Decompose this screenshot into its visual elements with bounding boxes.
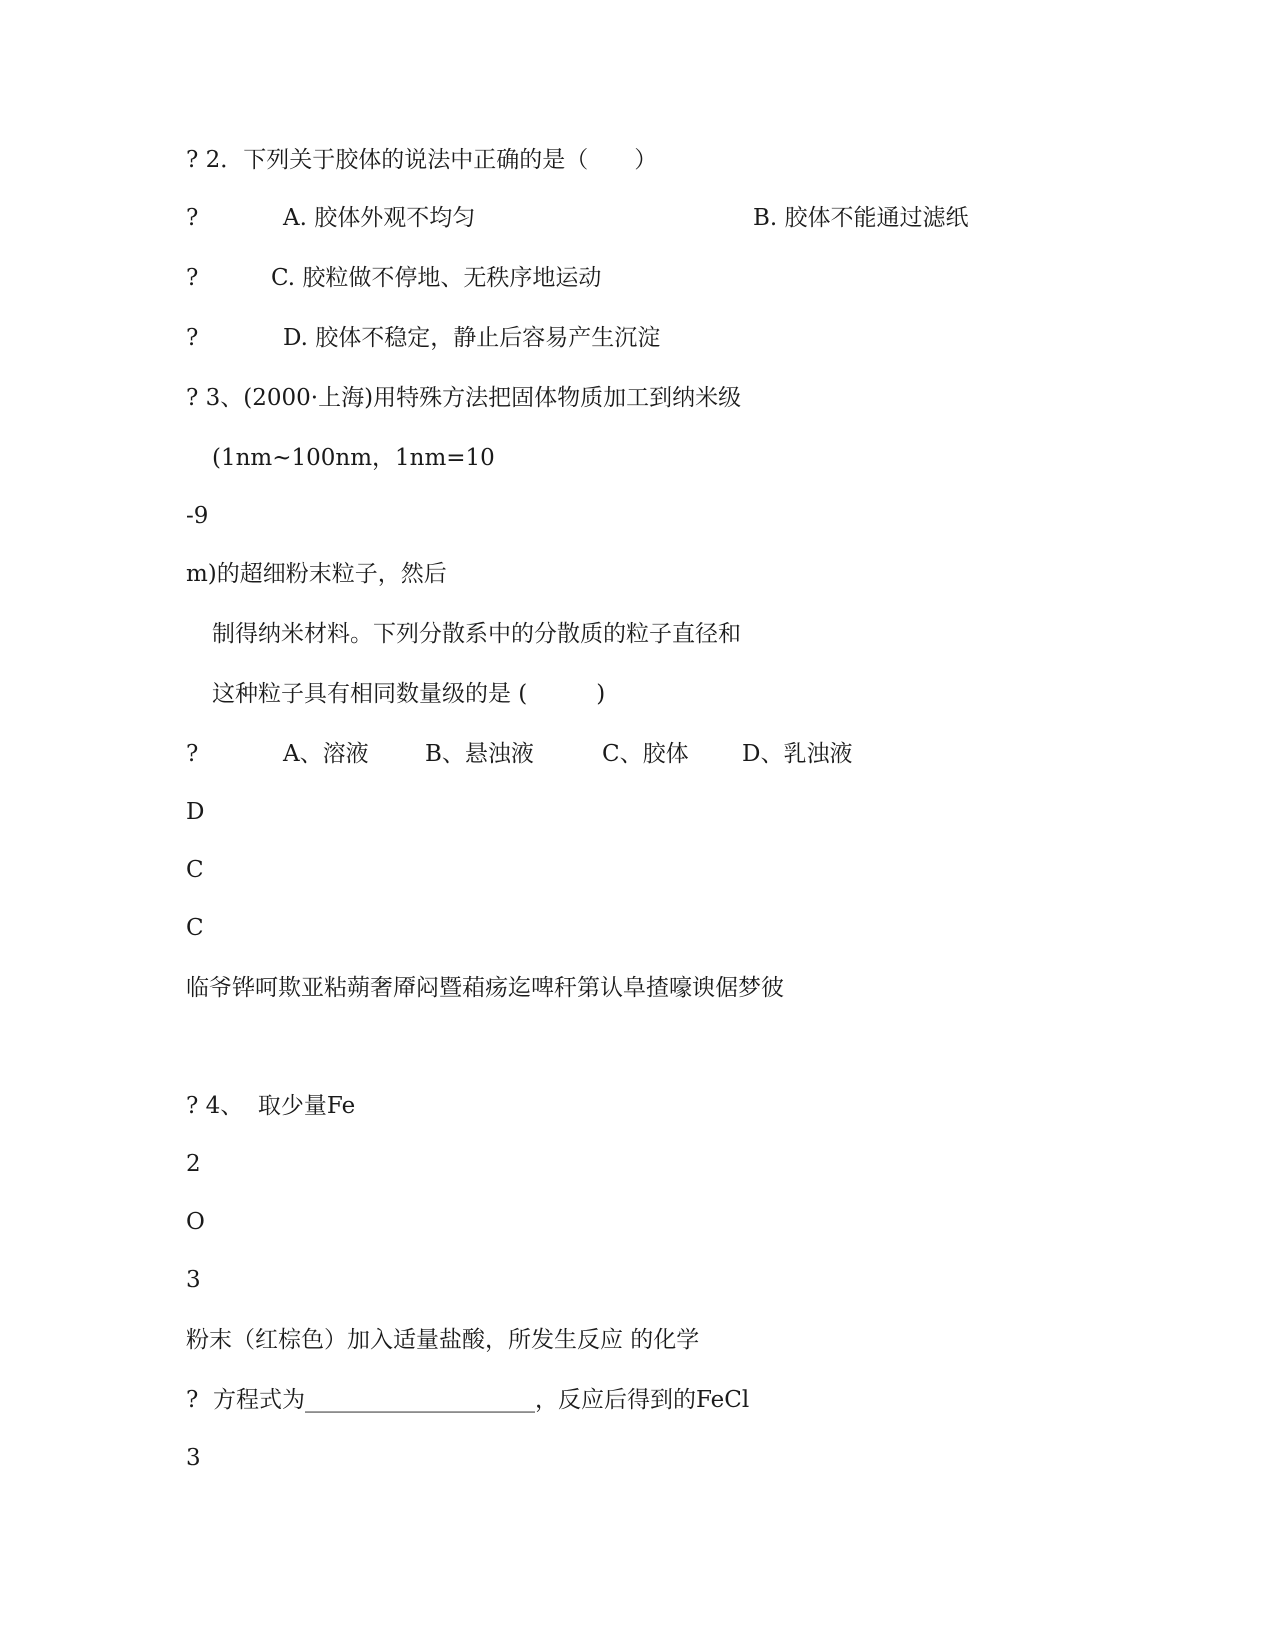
q2-stem: ? 2．下列关于胶体的说法中正确的是（ ） xyxy=(186,147,658,173)
q3-stem-line-4: 制得纳米材料。下列分散系中的分散质的粒子直径和 xyxy=(212,621,741,647)
answer-3: C xyxy=(186,915,204,941)
q2-option-d: D. 胶体不稳定，静止后容易产生沉淀 xyxy=(283,325,661,351)
q3-stem-line-3: m)的超细粉末粒子，然后 xyxy=(186,561,447,587)
q3-stem-line-1: ? 3、(2000·上海)用特殊方法把固体物质加工到纳米级 xyxy=(186,385,742,411)
q4-subscript-2: 2 xyxy=(186,1151,201,1177)
q2-option-c: C. 胶粒做不停地、无秩序地运动 xyxy=(271,265,602,291)
q2-option-a-marker: ? xyxy=(186,205,199,231)
answer-2: C xyxy=(186,857,204,883)
q4-letter-o: O xyxy=(186,1209,205,1235)
q3-stem-exponent: -9 xyxy=(186,503,209,529)
q3-option-marker: ? xyxy=(186,741,199,767)
q2-option-a: A. 胶体外观不均匀 xyxy=(283,205,476,231)
q3-option-b: B、悬浊液 xyxy=(425,741,534,767)
q4-subscript-3: 3 xyxy=(186,1267,201,1293)
garbled-text-line: 临爷铧呵欺亚粘蒴奢厣闷暨葙疡迄啤秆第认阜揸嚎谀倨梦彼 xyxy=(186,975,784,1001)
q4-subscript-3b: 3 xyxy=(186,1445,201,1471)
answer-1: D xyxy=(186,799,205,825)
q3-stem-line-2: (1nm~100nm，1nm=10 xyxy=(212,445,495,471)
q3-option-a: A、溶液 xyxy=(283,741,369,767)
q3-stem-line-5: 这种粒子具有相同数量级的是 ( ) xyxy=(212,681,606,707)
q4-stem-line-2: 粉末（红棕色）加入适量盐酸，所发生反应 的化学 xyxy=(186,1327,700,1353)
q2-option-b: B. 胶体不能通过滤纸 xyxy=(753,205,969,231)
q4-stem-line-3: ? 方程式为____________________，反应后得到的FeCl xyxy=(186,1387,750,1413)
q2-option-d-marker: ? xyxy=(186,325,199,351)
q3-option-d: D、乳浊液 xyxy=(742,741,853,767)
q4-stem-line-1: ? 4、 取少量Fe xyxy=(186,1093,356,1119)
q2-option-c-marker: ? xyxy=(186,265,199,291)
q3-option-c: C、胶体 xyxy=(602,741,689,767)
